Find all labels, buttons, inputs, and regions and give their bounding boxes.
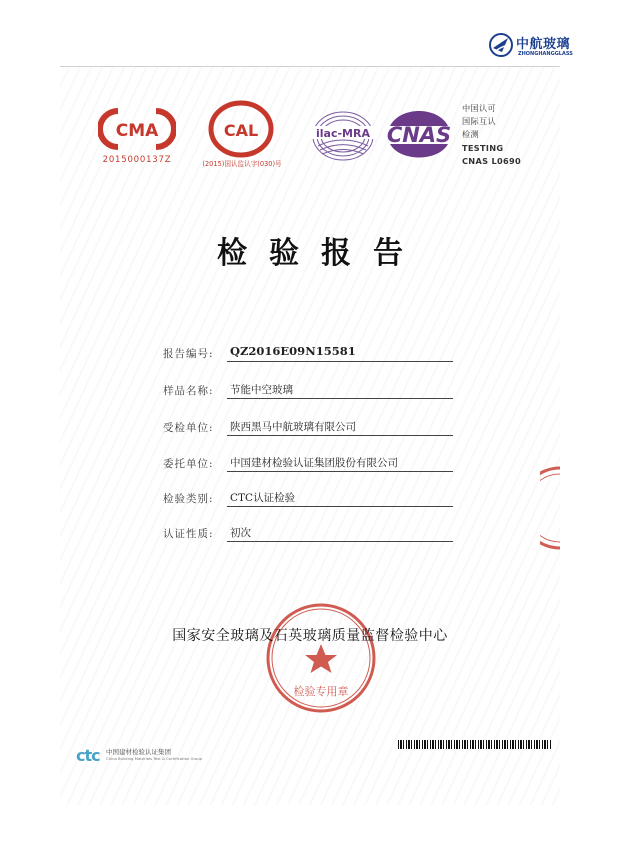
field-label: 受检单位: — [163, 422, 214, 434]
zhonghang-logo-icon — [488, 32, 514, 58]
cal-seal-icon — [207, 100, 275, 158]
report-title: 检验报告 — [217, 236, 425, 271]
accreditation-text — [462, 102, 521, 168]
field-value: 初次 — [230, 527, 251, 539]
ilac-mra-logo-icon — [308, 108, 378, 164]
field-client-unit — [163, 454, 453, 472]
ctc-logo-icon: ctc — [76, 746, 100, 765]
barcode — [398, 740, 552, 749]
field-value: QZ2016E09N15581 — [230, 344, 356, 358]
edge-seal-icon — [540, 466, 560, 550]
ctc-group-name-en: China Building Materials Test & Certification Group — [106, 756, 203, 761]
field-label: 报告编号: — [163, 348, 214, 360]
accreditation-line: CNAS L0690 — [462, 155, 521, 166]
field-inspected-unit — [163, 418, 453, 436]
brand-logo-block — [488, 30, 608, 64]
seal-text: 检验专用章 — [293, 685, 349, 698]
field-label: 认证性质: — [163, 528, 214, 540]
field-certification-nature — [163, 524, 453, 542]
brand-subtitle: ZHONGHANGGLASS — [518, 51, 573, 57]
ilac-mark: ilac-MRA — [316, 127, 370, 140]
field-underline — [227, 506, 453, 507]
official-seal-icon — [263, 600, 379, 716]
cma-seal-icon — [98, 105, 176, 153]
field-report-number — [163, 344, 453, 362]
cma-number: 2015000137Z — [102, 155, 172, 165]
field-value: 节能中空玻璃 — [230, 384, 293, 396]
cal-number: (2015)国认监认字(030)号 — [202, 160, 282, 168]
field-underline — [227, 435, 453, 436]
cma-mark: CMA — [115, 121, 159, 141]
accreditation-line: TESTING — [462, 142, 504, 153]
cnas-mark: CNAS — [386, 123, 452, 147]
field-value: CTC认证检验 — [230, 492, 296, 504]
accreditation-line: 检测 — [462, 129, 479, 140]
field-underline — [227, 361, 453, 362]
field-label: 检验类别: — [163, 493, 214, 505]
ctc-group-name: 中国建材检验认证集团 — [106, 748, 171, 756]
accreditation-line: 国际互认 — [462, 116, 496, 127]
field-inspection-type — [163, 489, 453, 507]
field-value: 中国建材检验认证集团股份有限公司 — [230, 457, 398, 469]
field-sample-name — [163, 381, 453, 399]
issuing-center-name: 国家安全玻璃及石英玻璃质量监督检验中心 — [172, 628, 448, 644]
field-label: 样品名称: — [163, 385, 214, 397]
brand-name: 中航玻璃 — [516, 37, 571, 52]
field-label: 委托单位: — [163, 458, 214, 470]
field-underline — [227, 398, 453, 399]
field-underline — [227, 541, 453, 542]
field-value: 陕西黑马中航玻璃有限公司 — [230, 421, 356, 433]
cnas-logo-icon — [380, 104, 458, 164]
accreditation-line: 中国认可 — [462, 103, 496, 113]
field-underline — [227, 471, 453, 472]
cal-mark: CAL — [223, 121, 259, 140]
